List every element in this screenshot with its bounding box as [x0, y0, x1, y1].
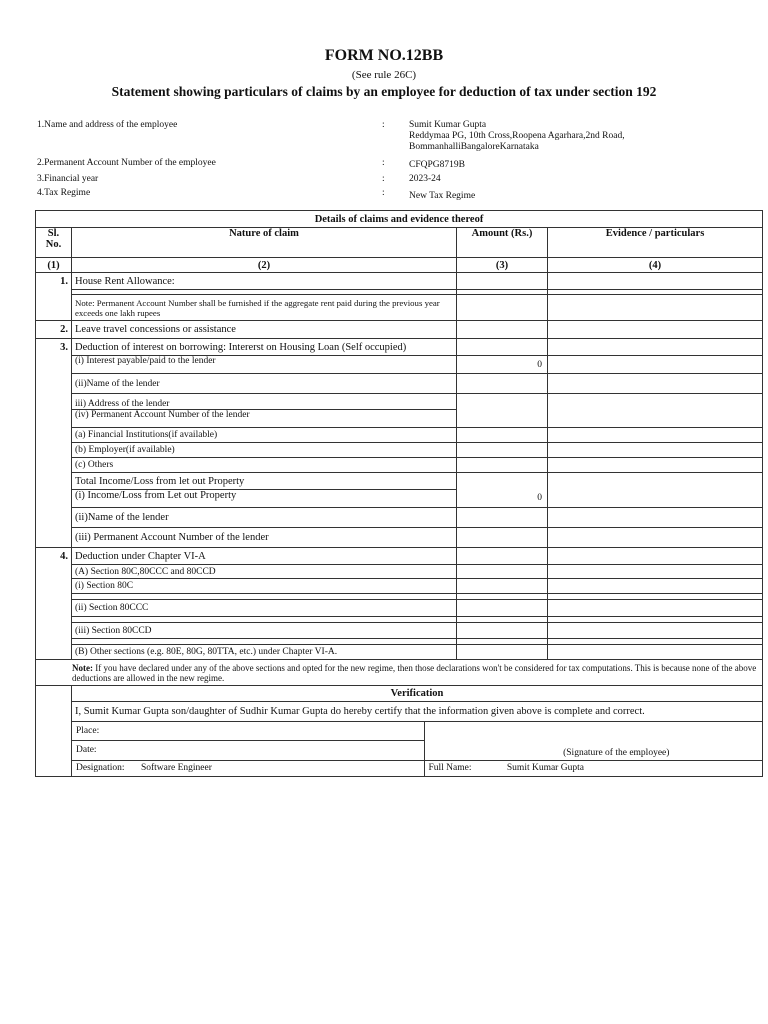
verification-fields — [72, 722, 762, 776]
employer-label: (b) Employer(if available) — [72, 443, 457, 458]
header-amount: Amount (Rs.) — [457, 228, 548, 258]
info-row-name — [37, 120, 737, 158]
amount-cell[interactable] — [457, 339, 548, 356]
fullname-field[interactable] — [424, 760, 762, 776]
amount-cell[interactable] — [457, 623, 548, 639]
verification-statement-row — [36, 702, 763, 722]
evidence-cell[interactable] — [548, 623, 763, 639]
amount-cell[interactable] — [457, 508, 548, 528]
info-label: 1.Name and address of the employee — [37, 120, 178, 130]
evidence-cell[interactable] — [548, 410, 763, 428]
evidence-cell[interactable] — [548, 645, 763, 660]
regime-note-text: If you have declared under any of the above sections and opted for the new regime, then those declarations won't be considered for tax computations. This is because none of the above deductions are allowed in the new regime. — [72, 662, 757, 683]
regime-note-bold: Note: — [72, 662, 93, 673]
claim-row-interest — [36, 339, 763, 356]
interest-payable-amount[interactable]: 0 — [457, 356, 548, 374]
info-row-regime — [37, 188, 737, 202]
evidence-cell[interactable] — [548, 428, 763, 443]
claim-row-section-80ccd — [36, 623, 763, 639]
claim-row-others — [36, 458, 763, 473]
signature-field[interactable] — [424, 722, 762, 760]
claim-row-hra-note — [36, 295, 763, 321]
form-rule: (See rule 26C) — [351, 69, 417, 81]
amount-cell[interactable] — [457, 394, 548, 410]
lender-address-label: iii) Address of the lender — [72, 394, 457, 410]
claim-row-lta — [36, 321, 763, 339]
claim-label-hra: House Rent Allowance: — [72, 273, 457, 290]
evidence-cell[interactable] — [548, 321, 763, 339]
claim-row-employer — [36, 443, 763, 458]
regime-note — [36, 660, 763, 686]
evidence-cell[interactable] — [548, 548, 763, 565]
info-colon: : — [382, 120, 385, 130]
evidence-cell[interactable] — [548, 508, 763, 528]
amount-cell[interactable] — [457, 410, 548, 428]
let-out-lender-name-label: (ii)Name of the lender — [72, 508, 457, 528]
evidence-cell[interactable] — [548, 394, 763, 410]
info-label: 2.Permanent Account Number of the employee — [37, 158, 216, 168]
claims-section-title: Details of claims and evidence thereof — [36, 211, 763, 228]
amount-cell[interactable] — [457, 600, 548, 617]
claim-label-lta: Leave travel concessions or assistance — [72, 321, 457, 339]
amount-cell[interactable] — [457, 443, 548, 458]
section-80c-label: (i) Section 80C — [72, 579, 457, 594]
amount-cell[interactable] — [457, 428, 548, 443]
employee-name: Sumit Kumar Gupta — [409, 120, 487, 130]
amount-cell[interactable] — [457, 565, 548, 579]
date-label: Date: — [76, 745, 97, 755]
evidence-cell[interactable] — [548, 273, 763, 290]
date-field[interactable] — [72, 740, 424, 760]
evidence-cell[interactable] — [548, 600, 763, 617]
info-colon: : — [382, 174, 385, 184]
tax-regime: New Tax Regime — [409, 191, 476, 201]
col-number-1: (1) — [36, 258, 72, 273]
claim-row-section-80c-group — [36, 565, 763, 579]
col-number-2: (2) — [72, 258, 457, 273]
col-number-3: (3) — [457, 258, 548, 273]
regime-note-row — [36, 660, 763, 686]
claim-row-let-out-lender-pan — [36, 528, 763, 548]
employee-info — [37, 120, 737, 202]
amount-cell[interactable] — [457, 374, 548, 394]
sl-number: 3. — [36, 339, 72, 356]
form-title: FORM NO.12BB — [324, 47, 444, 64]
other-sections-label: (B) Other sections (e.g. 80E, 80G, 80TTA, etc.) under Chapter VI-A. — [72, 645, 457, 660]
amount-cell[interactable] — [457, 273, 548, 290]
amount-cell[interactable] — [457, 321, 548, 339]
lender-name-label: (ii)Name of the lender — [72, 374, 457, 394]
employee-address-line2: BommanhalliBangaloreKarnataka — [409, 142, 539, 152]
financial-institution-label: (a) Financial Institutions(if available) — [72, 428, 457, 443]
others-label: (c) Others — [72, 458, 457, 473]
claim-label-interest: Deduction of interest on borrowing: Intererst on Housing Loan (Self occupied) — [72, 339, 457, 356]
financial-year: 2023-24 — [409, 174, 441, 184]
evidence-cell[interactable] — [548, 490, 763, 508]
place-field[interactable] — [72, 722, 424, 740]
claim-row-let-out-total — [36, 473, 763, 490]
claim-row-other-sections — [36, 645, 763, 660]
amount-cell[interactable] — [457, 528, 548, 548]
claim-row-lender-name — [36, 374, 763, 394]
evidence-cell[interactable] — [548, 339, 763, 356]
sl-number: 1. — [36, 273, 72, 290]
amount-cell[interactable] — [457, 458, 548, 473]
claim-row-hra — [36, 273, 763, 290]
evidence-cell[interactable] — [548, 374, 763, 394]
amount-cell[interactable] — [457, 579, 548, 594]
section-80ccd-label: (iii) Section 80CCD — [72, 623, 457, 639]
amount-cell[interactable] — [457, 295, 548, 321]
designation-label: Designation: — [76, 763, 125, 774]
evidence-cell[interactable] — [548, 295, 763, 321]
claim-row-let-out-lender-name — [36, 508, 763, 528]
header-evidence: Evidence / particulars — [548, 228, 763, 258]
amount-cell[interactable] — [457, 473, 548, 490]
claims-section-title-row — [36, 211, 763, 228]
claim-row-lender-pan — [36, 410, 763, 428]
let-out-lender-pan-label: (iii) Permanent Account Number of the lender — [72, 528, 457, 548]
verification-fields-row — [36, 722, 763, 777]
designation-field[interactable] — [72, 760, 424, 776]
employee-pan: CFQPG8719B — [409, 160, 465, 170]
hra-note: Note: Permanent Account Number shall be furnished if the aggregate rent paid during the previous year exceeds one lakh rupees — [72, 295, 457, 321]
interest-payable-label: (i) Interest payable/paid to the lender — [72, 356, 457, 374]
fullname-label: Full Name: — [428, 763, 472, 774]
evidence-cell[interactable] — [548, 473, 763, 490]
let-out-income-amount[interactable]: 0 — [457, 490, 548, 508]
evidence-cell[interactable] — [548, 579, 763, 594]
claim-row-section-80c — [36, 579, 763, 594]
claims-table — [35, 210, 763, 777]
claims-header-row — [36, 228, 763, 258]
info-label: 3.Financial year — [37, 174, 99, 184]
claim-row-section-80ccc — [36, 600, 763, 617]
info-row-pan — [37, 158, 737, 174]
section-80c-group-label: (A) Section 80C,80CCC and 80CCD — [72, 565, 457, 579]
evidence-cell[interactable] — [548, 565, 763, 579]
employee-address-line1: Reddymaa PG, 10th Cross,Roopena Agarhara,2nd Road, — [409, 131, 625, 141]
evidence-cell[interactable] — [548, 528, 763, 548]
verification-title: Verification — [72, 686, 763, 702]
chapter6a-label: Deduction under Chapter VI-A — [72, 548, 457, 565]
evidence-cell[interactable] — [548, 443, 763, 458]
lender-pan-label: (iv) Permanent Account Number of the lender — [72, 410, 457, 428]
evidence-cell[interactable] — [548, 356, 763, 374]
sl-number: 2. — [36, 321, 72, 339]
claim-row-interest-payable — [36, 356, 763, 374]
info-label: 4.Tax Regime — [37, 188, 91, 198]
form-subtitle: Statement showing particulars of claims by an employee for deduction of tax under section 192 — [111, 84, 657, 99]
info-colon: : — [382, 158, 385, 168]
claim-row-financial-institution — [36, 428, 763, 443]
claim-row-chapter6a — [36, 548, 763, 565]
header-sl-no: Sl. No. — [36, 228, 72, 258]
info-colon: : — [382, 188, 385, 198]
info-value — [409, 120, 625, 153]
claim-row-lender-address — [36, 394, 763, 410]
column-number-row — [36, 258, 763, 273]
let-out-income-label: (i) Income/Loss from Let out Property — [72, 490, 457, 508]
amount-cell[interactable] — [457, 645, 548, 660]
designation-value: Software Engineer — [140, 763, 212, 774]
evidence-cell[interactable] — [548, 458, 763, 473]
amount-cell[interactable] — [457, 548, 548, 565]
sl-number: 4. — [36, 548, 72, 565]
header-nature-of-claim: Nature of claim — [72, 228, 457, 258]
info-row-fy — [37, 174, 737, 188]
section-80ccc-label: (ii) Section 80CCC — [72, 600, 457, 617]
signature-label: (Signature of the employee) — [563, 747, 670, 758]
col-number-4: (4) — [548, 258, 763, 273]
verification-statement: I, Sumit Kumar Gupta son/daughter of Sudhir Kumar Gupta do hereby certify that the information given above is complete and correct. — [72, 702, 763, 722]
fullname-value: Sumit Kumar Gupta — [506, 763, 584, 774]
claim-row-let-out-income — [36, 490, 763, 508]
let-out-total-label: Total Income/Loss from let out Property — [72, 473, 457, 490]
verification-title-row — [36, 686, 763, 702]
place-label: Place: — [76, 725, 100, 736]
